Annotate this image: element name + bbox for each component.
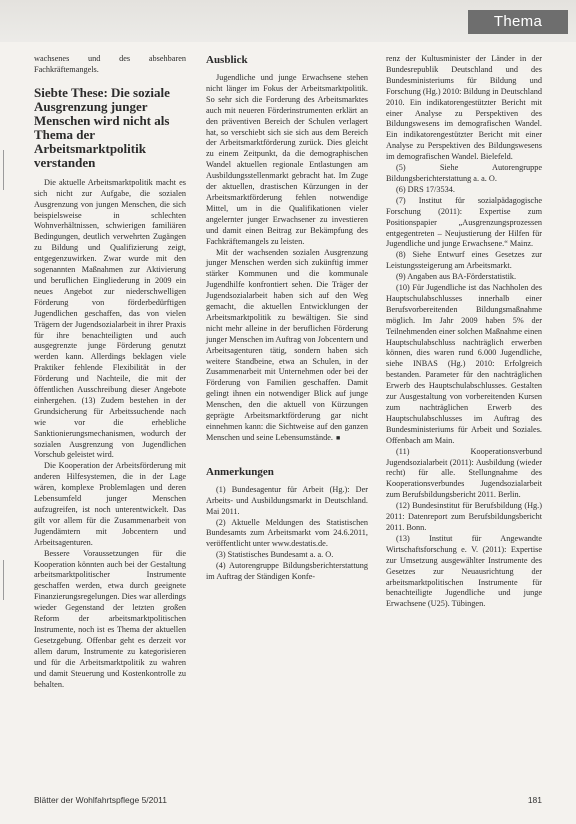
footnote: (12) Bundesinstitut für Berufsbildung (Hg.) 2011: Datenreport zum Berufsbildungsbericht 2011. Bonn. xyxy=(386,501,542,532)
section-tab: Thema xyxy=(468,10,568,34)
footnote: renz der Kultusminister der Länder in der Bundesrepublik Deutschland und des Bundesministeriums für Bildung und Forschung (Hg.) 2010: Bildung in Deutschland 2010. Ein indikatorengestützter Bericht mit einer Analyse zu Perspektiven des Bildungswesens im demografischen Wandel. Ein indikatorengestützter Bericht mit einer Analyse zu Perspektiven des Bildungswesens im demografischen Wandel. Bielefeld. xyxy=(386,54,542,162)
footnote: (3) Statistisches Bundesamt a. a. O. xyxy=(216,550,334,560)
footnote: (6) DRS 17/3534. xyxy=(396,184,455,194)
notes-heading: Anmerkungen xyxy=(206,465,274,478)
footnote: (1) Bundesagentur für Arbeit (Hg.): Der Arbeits- und Ausbildungsmarkt in Deutschland. Mai 2011. xyxy=(206,484,368,516)
section-heading: Siebte These: Die soziale Ausgrenzung junger Menschen wird nicht als Thema der Arbeitsmarktpolitik verstanden xyxy=(34,84,170,170)
footnote: (9) Angaben aus BA-Förderstatistik. xyxy=(396,272,517,282)
footnote: (10) Für Jugendliche ist das Nachholen des Hauptschulabschlusses innerhalb einer Berufsvorbereitenden Bildungsmaßnahme möglich. Im Jahr 2009 haben 5% der Teilnehmenden einer solchen Maßnahme einen Hauptschulabschluss nachträglich erwerben können, dies waren rund 6.000 Jugendliche, siehe INBAS (Hg.) 2010: Erfolgreich bestanden. Parameter für den nachträglichen Erwerb des Hauptschulabschlusses. Gestalten zur Ausgestaltung von vorbereitenden Kursen zum nachträglichen Erwerb des Hauptschulabschlusses im Auftrag des Bundesministeriums für Arbeit und Soziales. Offenbach am Main. xyxy=(386,283,542,445)
journal-footer: Blätter der Wohlfahrtspflege 5/2011 xyxy=(34,795,167,805)
footnote: (5) Siehe Autorengruppe Bildungsberichterstattung a. a. O. xyxy=(386,163,542,183)
column-right xyxy=(386,54,542,610)
footnote: (11) Kooperationsverbund Jugendsozialarbeit (2011): Ausbildung (wieder recht) für alle. Stellungnahme des Kooperationsverbundes Jugendsozialarbeit zum Berufsbildungsbericht 2011. Berlin. xyxy=(386,446,542,500)
paragraph: Die aktuelle Arbeitsmarktpolitik macht es sich nicht zur Aufgabe, die sozialen Ausgrenzung von jungen Menschen, die sich beispielsweise in schlechten Wohnverhältnissen, schwierigen familiären Bedingungen, deutlich verwehrten Zugängen zu Bildung und Qualifizierung zeigt, entgegenzuwirken. Zwar wurde mit den sogenannten Maßnahmen zur Aktivierung und beruflichen Eingliederung in 2009 ein neues Angebot zur niederschwelligen Förderung von förderbedürftigen Jugendlichen geschaffen, das von vielen Trägern der Jugendsozialarbeit in ihrer Praxis für ihre benachteiligten und auch ausgegrenzte junge Förderung genutzt werden kann. Allerdings beklagen viele Praktiker fehlende Flexibilität in der Förderung und Nachteile, die mit der öffentlichen Ausschreibung dieser Angebote einhergehen. (13) Zudem bestehen in der Grundsicherung für Arbeitssuchende nach wie vor die erhebliche Sanktionierungsmechanismen, wodurch der sozialen Ausgrenzung von Jugendlichen Vorschub geleistet wird. xyxy=(34,177,186,460)
footnote: (2) Aktuelle Meldungen des Statistischen Bundesamts zum Arbeitsmarkt vom 24.6.2011, veröffentlicht unter www.destatis.de. xyxy=(206,517,368,549)
paragraph: Die Kooperation der Arbeitsförderung mit anderen Hilfesystemen, die in der Lage wären, komplexe Problemlagen und deren Lebensumfeld junger Menschen aufzugreifen, ist noch unterentwickelt. Das gilt vor allem für die Zusammenarbeit von Jugendämtern mit Jobcentern und Arbeitsagenturen. xyxy=(34,461,186,547)
paragraph: wachsenes und des absehbaren Fachkräftemangels. xyxy=(34,54,186,74)
footnote: (8) Siehe Entwurf eines Gesetzes zur Leistungssteigerung am Arbeitsmarkt. xyxy=(386,250,542,271)
footnote: (4) Autorengruppe Bildungsberichterstattung im Auftrag der Ständigen Konfe- xyxy=(206,561,368,582)
column-left xyxy=(34,54,186,690)
section-heading: Ausblick xyxy=(206,54,248,66)
column-middle xyxy=(206,54,368,583)
page-edge-mark xyxy=(3,560,4,600)
end-mark: ■ xyxy=(335,433,341,442)
footnote: (13) Institut für Angewandte Wirtschaftsforschung e. V. (2011): Expertise zur Umsetzung ausgewählter Instrumente des Gesetzes zur Neuausrichtung der arbeitsmarktpolitischen Instrumente für benachteiligte Jugendliche und junge Erwachsene (U25). Tübingen. xyxy=(386,533,542,609)
paragraph: Bessere Voraussetzungen für die Kooperation könnten auch bei der Gestaltung arbeitsmarktpolitischer Instrumente geschaffen werden, etwa durch geeignete Finanzierungsregelungen. Dies war allerdings wieder Gegenstand der letzten großen Reform der arbeitsmarktpolitischen Instrumente, noch ist es Thema der aktuellen Gesetzgebung. Offenbar geht es derzeit vor allem darum, Instrumente zu kategorisieren und für die Arbeitsmarktpolitik zu wahren und damit Steuerung und Kostenkontrolle zu behalten. xyxy=(34,548,186,689)
paragraph: Jugendliche und junge Erwachsene stehen nicht länger im Fokus der Arbeitsmarktpolitik. So sehr sich die Forderung des Arbeitsmarktes auch mit neueren Förderinstrumenten erklärt an den präventiven Bereich der Schulen verlagert hat, so verschiebt sich sie sich aus dem Bereich der Arbeitsmarktförderung zurück. Dies gleicht zu einem Zeitpunkt, da die demographischen Wandel aktuellen regionale Entlastungen am Ausbildungsstellenmarkt gebracht hat. Im Zuge der aktuellen, drastischen Kürzungen in der Arbeitsmarktförderung fehlen notwendige Mittel, um in die Qualifikationen vieler angelernter junger Erwachsener zu investieren und damit einen Beitrag zur Bekämpfung des Fachkräftemangels zu leisten. xyxy=(206,73,368,246)
paragraph: Mit der wachsenden sozialen Ausgrenzung junger Menschen werden sich zukünftig immer stärker Kommunen und die kommunale Jugendhilfe konfrontiert sehen. Die Träger der Jugendsozialarbeit haben sich auf den Weg gemacht, die aktuellen Entwicklungen der Arbeitsmarktpolitik zu bewältigen. Sie sind nicht mehr alleine in der beruflichen Förderung junger Menschen im Auftrag von Jobcentern und Arbeitsagenturen tätig, sondern haben sich weitere Standbeine, etwa an Schulen, in der Zusammenarbeit mit Unternehmen oder bei der Förderung von Familien geschaffen. Damit gelingt ihnen ein notwendiger Blick auf junge Menschen, den die aktuell von Kürzungen geprägte Arbeitsmarktförderung gar nicht einnehmen kann: die Sichtweise auf den ganzen Menschen und seine Lebensumstände. xyxy=(206,247,368,442)
page-edge-mark xyxy=(3,150,4,190)
page-number: 181 xyxy=(527,795,542,805)
footnote: (7) Institut für sozialpädagogische Forschung (2011): Expertise zum Positionspapier „Ausgrenzungsprozessen entgegentreten – Neujustierung der Hilfen für Jugendliche und junge Erwachsene.“ Mainz. xyxy=(386,195,542,249)
